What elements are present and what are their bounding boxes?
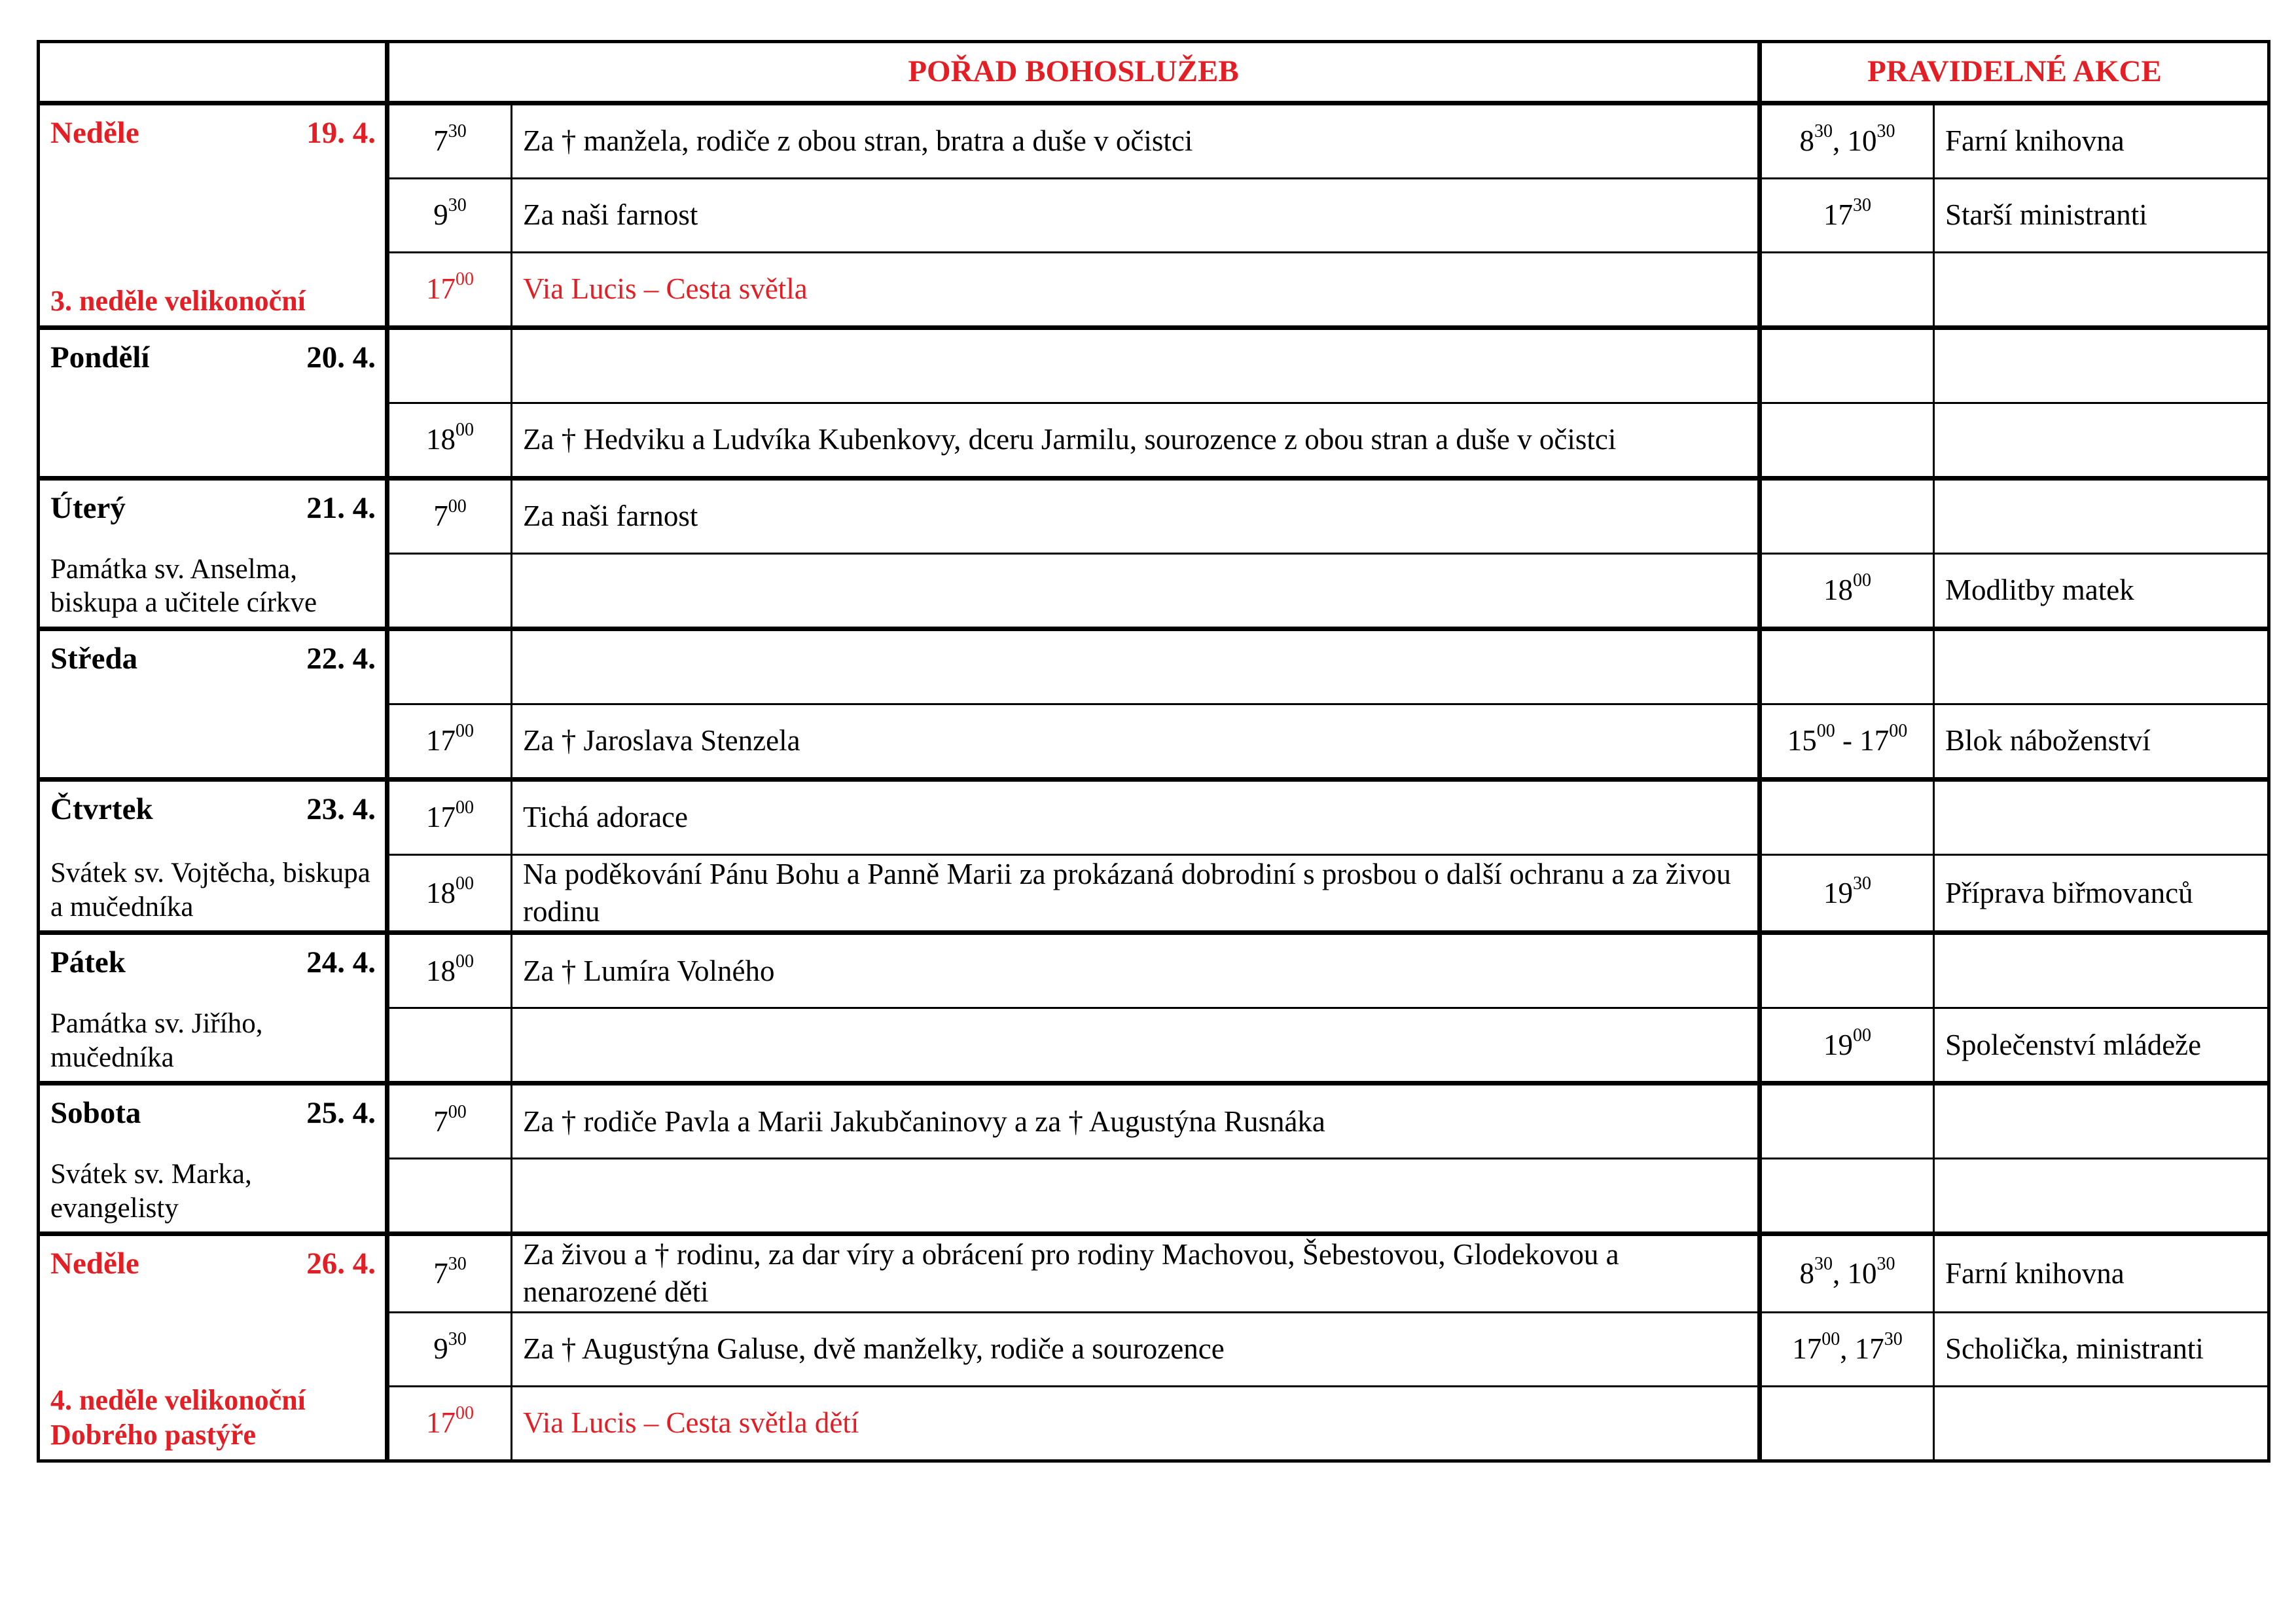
time-hours: 18 (1823, 574, 1853, 607)
activity-name (1934, 1159, 2269, 1234)
activity-name (1934, 253, 2269, 328)
schedule-row (39, 1234, 2269, 1312)
day-note: 3. neděle velikonoční (50, 285, 306, 318)
day-name: Pátek (50, 945, 126, 980)
day-note: 4. neděle velikonoční Dobrého pastýře (50, 1383, 306, 1451)
time-minutes: 30 (1853, 873, 1871, 894)
time-hours: 17 (1854, 1332, 1884, 1365)
mass-intention: Za živou a † rodinu, za dar víry a obrácení pro rodiny Machovou, Šebestovou, Glodekovou a nenarozené děti (512, 1234, 1760, 1312)
day-date: 22. 4. (306, 642, 376, 676)
day-heading (50, 791, 376, 828)
time-minutes: 00 (456, 721, 474, 742)
day-heading (50, 490, 376, 526)
activity-name (1934, 1084, 2269, 1159)
time-hours: 7 (433, 1104, 448, 1138)
day-note: Památka sv. Jiřího, mučedníka (50, 1008, 263, 1073)
day-note: Svátek sv. Vojtěcha, biskupa a mučedníka (50, 858, 370, 922)
time-minutes: 30 (448, 121, 467, 142)
mass-intention: Za † Augustýna Galuse, dvě manželky, rodiče a sourozence (512, 1312, 1760, 1386)
day-date: 19. 4. (306, 116, 376, 150)
day-date: 24. 4. (306, 945, 376, 980)
mass-time (387, 855, 512, 933)
mass-intention (512, 554, 1760, 629)
time-hours: 17 (426, 724, 456, 757)
mass-intention: Za † Lumíra Volného (512, 933, 1760, 1008)
activity-time (1760, 1312, 1934, 1386)
activities-title: PRAVIDELNÉ AKCE (1760, 42, 2269, 103)
activity-name: Modlitby matek (1934, 554, 2269, 629)
time-minutes: 30 (448, 1253, 467, 1274)
mass-time (387, 1312, 512, 1386)
time-minutes: 00 (448, 496, 467, 517)
time-minutes: 00 (448, 1101, 467, 1122)
mass-intention: Za naši farnost (512, 479, 1760, 554)
mass-time (387, 253, 512, 328)
day-cell (39, 780, 387, 933)
mass-time (387, 933, 512, 1008)
day-box (50, 115, 376, 319)
time-minutes: 30 (1814, 1253, 1833, 1274)
time-minutes: 30 (1884, 1328, 1903, 1349)
mass-time (387, 1159, 512, 1234)
mass-intention (512, 1159, 1760, 1234)
day-heading (50, 339, 376, 376)
time-minutes: 00 (456, 1402, 474, 1423)
time-minutes: 30 (1876, 1253, 1895, 1274)
day-heading (50, 1245, 376, 1282)
activity-name: Příprava biřmovanců (1934, 855, 2269, 933)
time-minutes: 00 (456, 797, 474, 818)
time-minutes: 00 (1821, 1328, 1840, 1349)
day-heading (50, 640, 376, 677)
activity-name: Farní knihovna (1934, 1234, 2269, 1312)
mass-intention (512, 629, 1760, 704)
schedule-row (39, 328, 2269, 403)
time-hours: 17 (426, 272, 456, 306)
day-name: Neděle (50, 1247, 139, 1281)
time-hours: 7 (433, 500, 448, 533)
mass-time (387, 1008, 512, 1084)
mass-time (387, 704, 512, 780)
day-box (50, 339, 376, 469)
day-heading (50, 1095, 376, 1131)
time-hours: 8 (1799, 124, 1814, 158)
activity-time (1760, 780, 1934, 855)
mass-intention (512, 1008, 1760, 1084)
mass-time (387, 103, 512, 179)
activity-time (1760, 629, 1934, 704)
mass-time (387, 780, 512, 855)
mass-intention: Via Lucis – Cesta světla (512, 253, 1760, 328)
mass-time (387, 179, 512, 253)
services-title: POŘAD BOHOSLUŽEB (387, 42, 1760, 103)
mass-intention: Za † rodiče Pavla a Marii Jakubčaninovy a za † Augustýna Rusnáka (512, 1084, 1760, 1159)
activity-name (1934, 328, 2269, 403)
activity-name (1934, 629, 2269, 704)
activity-time (1760, 1008, 1934, 1084)
day-note: Svátek sv. Marka, evangelisty (50, 1159, 252, 1224)
day-note: Památka sv. Anselma, biskupa a učitele církve (50, 553, 317, 619)
activity-time (1760, 554, 1934, 629)
day-box (50, 1245, 376, 1452)
day-name: Neděle (50, 116, 139, 150)
day-cell (39, 629, 387, 780)
activity-time (1760, 1386, 1934, 1461)
schedule-row (39, 103, 2269, 179)
activity-name (1934, 933, 2269, 1008)
mass-intention: Za † manžela, rodiče z obou stran, bratra a duše v očistci (512, 103, 1760, 179)
time-minutes: 00 (456, 269, 474, 290)
time-hours: 17 (426, 801, 456, 834)
time-minutes: 00 (1853, 1025, 1871, 1046)
day-name: Čtvrtek (50, 792, 153, 826)
time-hours: 18 (426, 954, 456, 987)
time-minutes: 00 (1889, 721, 1908, 742)
mass-time (387, 1084, 512, 1159)
activity-name: Farní knihovna (1934, 103, 2269, 179)
day-heading (50, 944, 376, 981)
day-name: Sobota (50, 1096, 141, 1131)
time-hours: 17 (1792, 1332, 1822, 1365)
day-date: 20. 4. (306, 340, 376, 374)
time-minutes: 00 (456, 420, 474, 441)
mass-time (387, 328, 512, 403)
day-name: Úterý (50, 491, 126, 525)
header-empty-cell (39, 42, 387, 103)
day-cell (39, 479, 387, 629)
day-name: Pondělí (50, 340, 150, 374)
mass-intention: Za † Hedviku a Ludvíka Kubenkovy, dceru Jarmilu, sourozence z obou stran a duše v očistci (512, 403, 1760, 479)
activity-time (1760, 933, 1934, 1008)
day-box (50, 490, 376, 620)
activity-time (1760, 403, 1934, 479)
mass-intention: Za † Jaroslava Stenzela (512, 704, 1760, 780)
day-box (50, 791, 376, 924)
time-minutes: 00 (456, 951, 474, 972)
day-name: Středa (50, 642, 138, 676)
activity-time (1760, 328, 1934, 403)
schedule-row (39, 780, 2269, 855)
time-separator: , (1833, 1256, 1848, 1290)
day-box (50, 640, 376, 771)
activity-name (1934, 1386, 2269, 1461)
mass-time (387, 403, 512, 479)
schedule-row (39, 479, 2269, 554)
activity-time (1760, 179, 1934, 253)
time-hours: 17 (1859, 724, 1890, 757)
activity-name (1934, 403, 2269, 479)
day-cell (39, 328, 387, 479)
mass-intention: Via Lucis – Cesta světla dětí (512, 1386, 1760, 1461)
time-hours: 7 (433, 1256, 448, 1290)
time-minutes: 30 (1853, 195, 1871, 216)
activity-time (1760, 704, 1934, 780)
mass-time (387, 479, 512, 554)
activity-time (1760, 1234, 1934, 1312)
day-heading (50, 115, 376, 151)
time-hours: 17 (1823, 198, 1853, 232)
mass-time (387, 629, 512, 704)
time-hours: 19 (1823, 1028, 1853, 1061)
day-box (50, 1095, 376, 1225)
mass-intention: Za naši farnost (512, 179, 1760, 253)
mass-time (387, 554, 512, 629)
time-minutes: 30 (448, 1328, 467, 1349)
day-date: 26. 4. (306, 1247, 376, 1281)
mass-time (387, 1386, 512, 1461)
schedule-table (37, 40, 2270, 1463)
time-minutes: 30 (1876, 121, 1895, 142)
day-cell (39, 1084, 387, 1234)
activity-name: Společenství mládeže (1934, 1008, 2269, 1084)
time-hours: 19 (1823, 876, 1853, 909)
day-box (50, 944, 376, 1074)
time-minutes: 00 (1853, 570, 1871, 591)
time-minutes: 00 (456, 873, 474, 894)
activity-name (1934, 780, 2269, 855)
time-hours: 8 (1799, 1256, 1814, 1290)
day-date: 21. 4. (306, 491, 376, 525)
activity-time (1760, 253, 1934, 328)
mass-intention: Na poděkování Pánu Bohu a Panně Marii za prokázaná dobrodiní s prosbou o další ochranu a za živou rodinu (512, 855, 1760, 933)
day-cell (39, 1234, 387, 1461)
time-hours: 18 (426, 876, 456, 909)
mass-intention: Tichá adorace (512, 780, 1760, 855)
day-date: 23. 4. (306, 792, 376, 826)
time-minutes: 00 (1816, 721, 1835, 742)
time-hours: 17 (426, 1406, 456, 1439)
mass-intention (512, 328, 1760, 403)
mass-time (387, 1234, 512, 1312)
header-row (39, 42, 2269, 103)
time-hours: 18 (426, 423, 456, 456)
activity-time (1760, 1084, 1934, 1159)
schedule-row (39, 1084, 2269, 1159)
time-hours: 9 (433, 198, 448, 232)
time-separator: - (1835, 724, 1860, 757)
time-hours: 7 (433, 124, 448, 158)
time-hours: 10 (1847, 124, 1877, 158)
time-hours: 10 (1847, 1256, 1877, 1290)
day-cell (39, 933, 387, 1084)
activity-time (1760, 103, 1934, 179)
time-minutes: 30 (1814, 121, 1833, 142)
day-date: 25. 4. (306, 1096, 376, 1131)
activity-time (1760, 479, 1934, 554)
activity-name (1934, 479, 2269, 554)
activity-name: Blok náboženství (1934, 704, 2269, 780)
time-separator: , (1833, 124, 1848, 158)
time-separator: , (1840, 1332, 1855, 1365)
day-cell (39, 103, 387, 328)
time-hours: 15 (1787, 724, 1817, 757)
time-hours: 9 (433, 1332, 448, 1365)
activity-name: Scholička, ministranti (1934, 1312, 2269, 1386)
time-minutes: 30 (448, 195, 467, 216)
activity-time (1760, 855, 1934, 933)
schedule-row (39, 629, 2269, 704)
activity-name: Starší ministranti (1934, 179, 2269, 253)
schedule-row (39, 933, 2269, 1008)
activity-time (1760, 1159, 1934, 1234)
